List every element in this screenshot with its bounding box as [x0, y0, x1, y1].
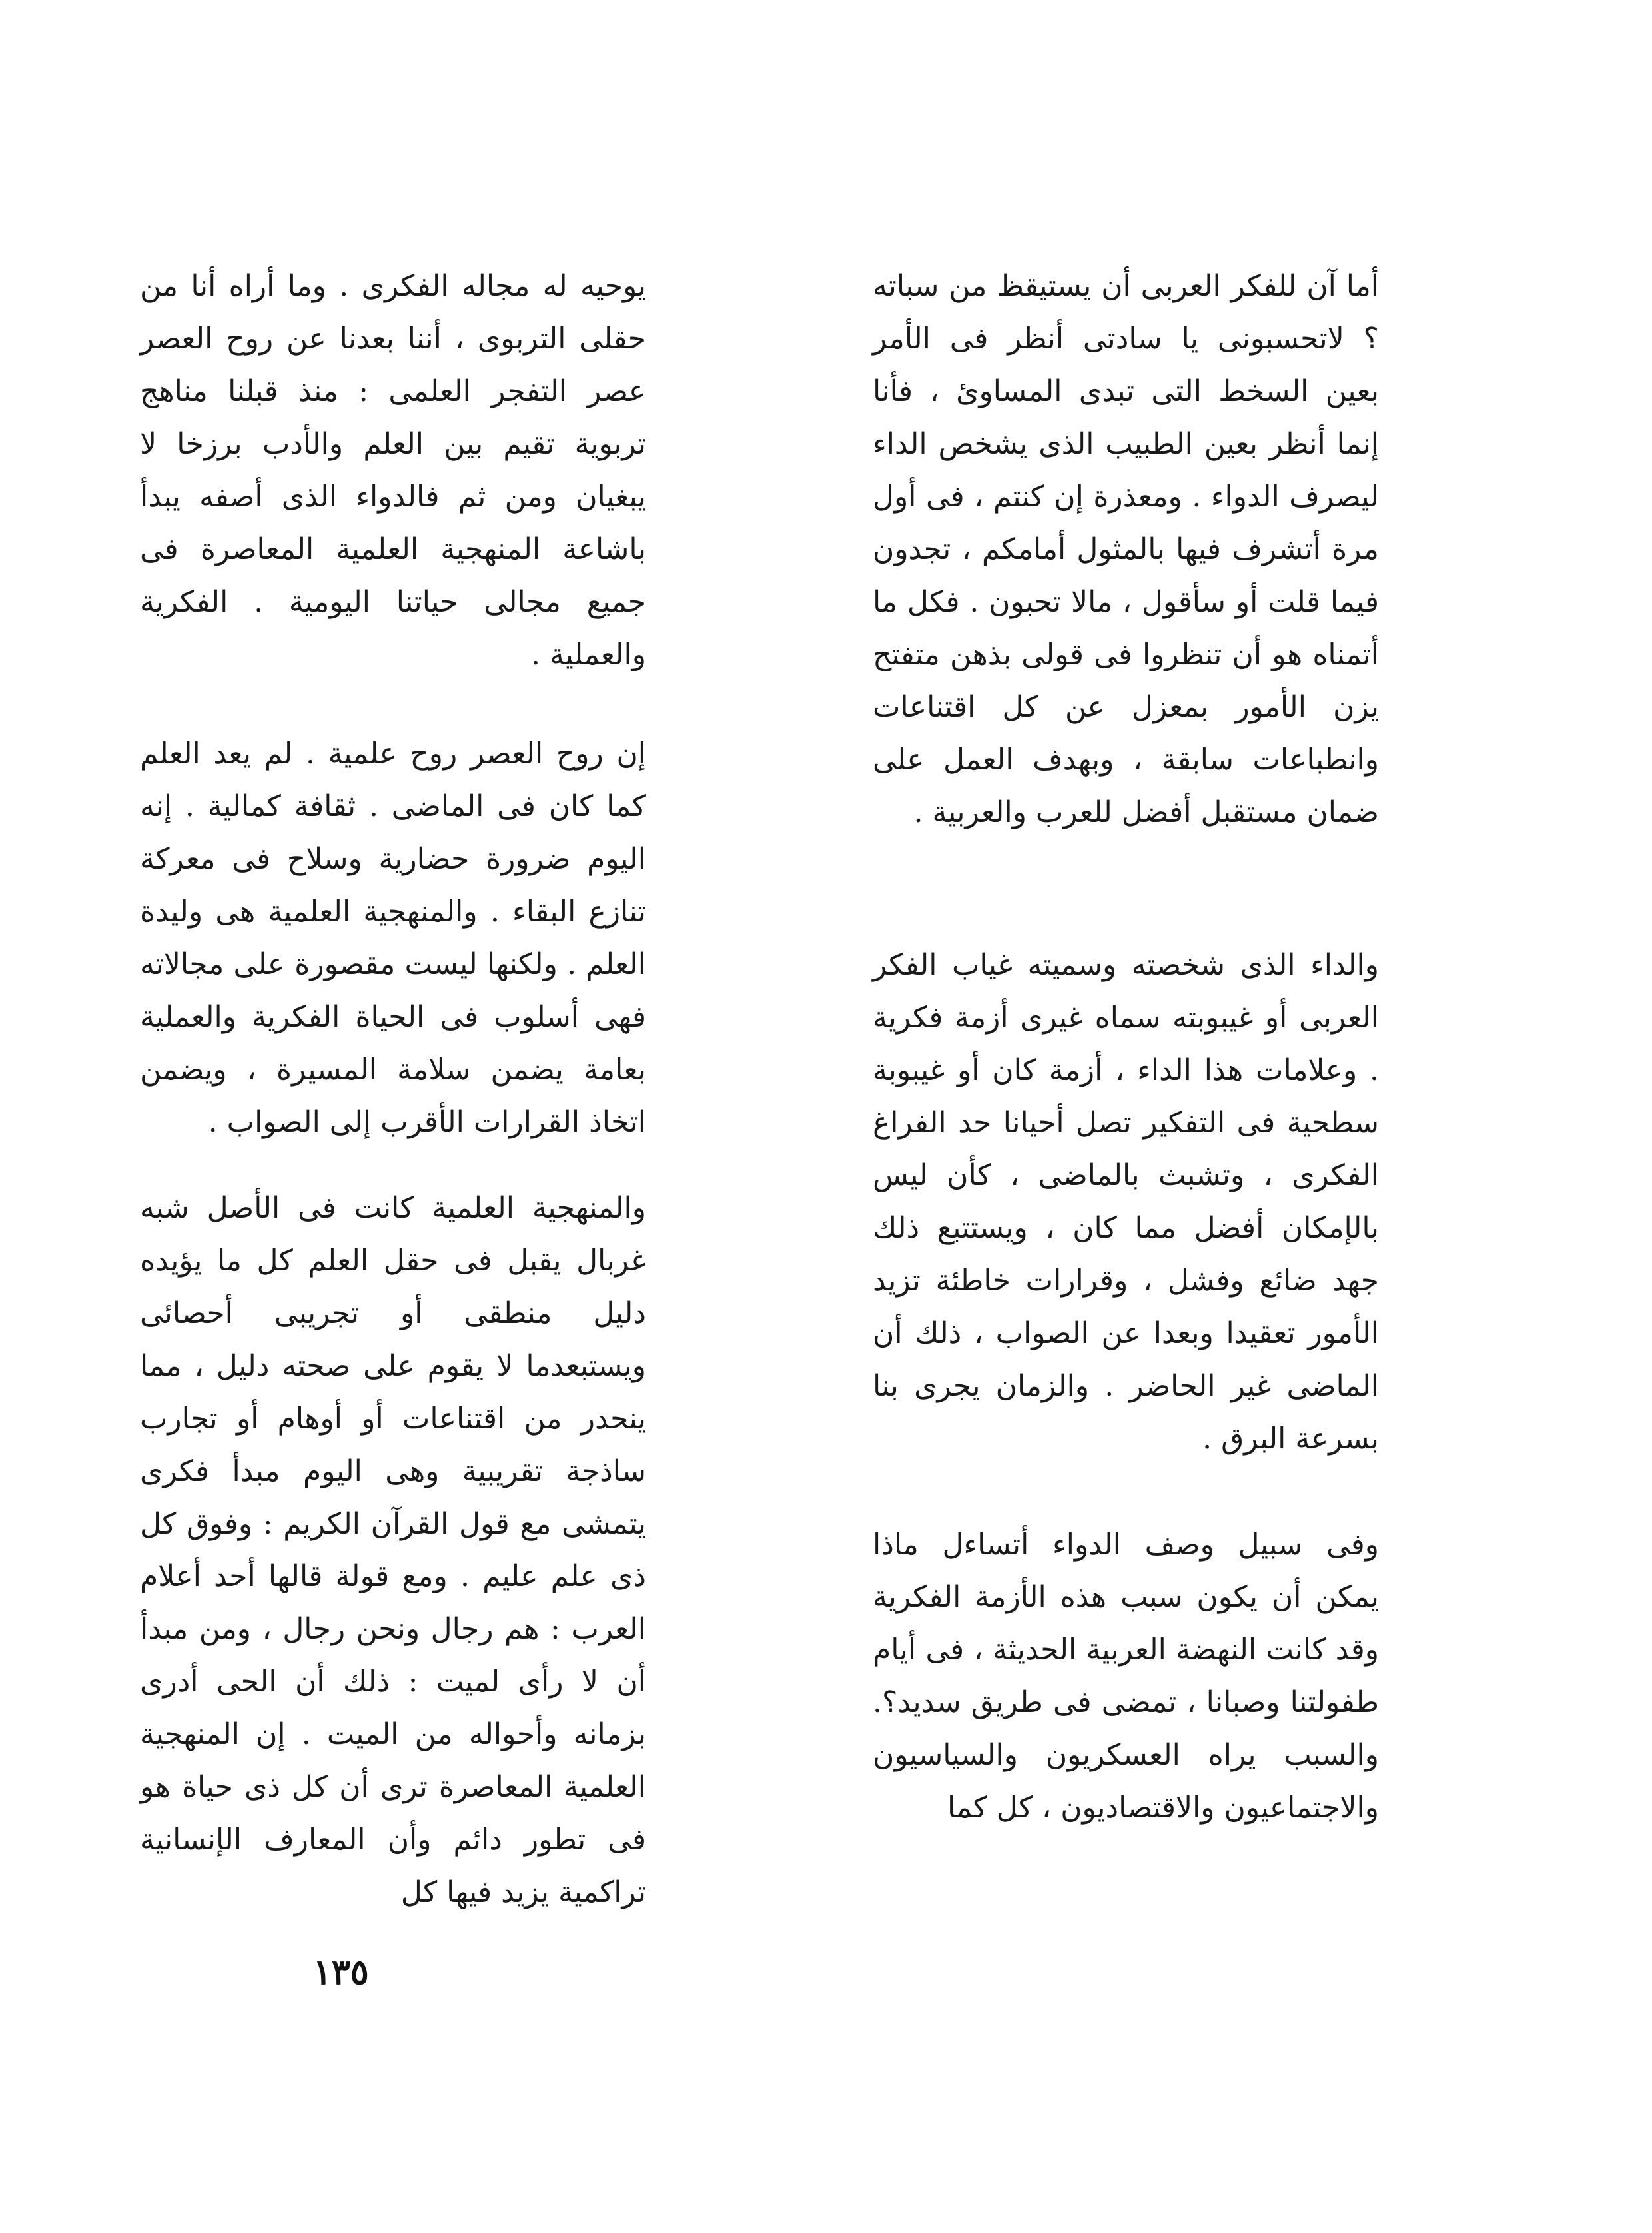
right-paragraph-3: وفى سبيل وصف الدواء أتساءل ماذا يمكن أن يكون سبب هذه الأزمة الفكرية وقد كانت النهضة العربية الحديثة ، فى أيام طفولتنا وصبانا ، تمضى فى طريق سديد؟. والسبب يراه العسكريون والسياسيون والاجتماعيون والاقتصاديون ، كل كما [873, 1528, 1379, 1825]
right-paragraph-2: والداء الذى شخصته وسميته غياب الفكر العربى أو غيبوبته سماه غيرى أزمة فكرية . وعلامات هذا الداء ، أزمة كان أو غيبوبة سطحية فى التفكير تصل أحيانا حد الفراغ الفكرى ، وتشبث بالماضى ، كأن ليس بالإمكان أفضل مما كان ، ويستتبع ذلك جهد ضائع وفشل ، وقرارات خاطئة تزيد الأمور تعقيدا وبعدا عن الصواب ، ذلك أن الماضى غير الحاضر . والزمان يجرى بنا بسرعة البرق . [873, 948, 1379, 1456]
left-paragraph-2: إن روح العصر روح علمية . لم يعد العلم كما كان فى الماضى . ثقافة كمالية . إنه اليوم ضرورة حضارية وسلاح فى معركة تنازع البقاء . والمنهجية العلمية هى وليدة العلم . ولكنها ليست مقصورة على مجالاته فهى أسلوب فى الحياة الفكرية والعملية بعامة يضمن سلامة المسيرة ، ويضمن اتخاذ القرارات الأقرب إلى الصواب . [140, 737, 646, 1139]
right-paragraph-1: أما آن للفكر العربى أن يستيقظ من سباته ؟ لاتحسبونى يا سادتى أنظر فى الأمر بعين السخط التى تبدى المساوئ ، فأنا إنما أنظر بعين الطبيب الذى يشخص الداء ليصرف الدواء . ومعذرة إن كنتم ، فى أول مرة أتشرف فيها بالمثول أمامكم ، تجدون فيما قلت أو سأقول ، مالا تحبون . فكل ما أتمناه هو أن تنظروا فى قولى بذهن متفتح يزن الأمور بمعزل عن كل اقتناعات وانطباعات سابقة ، وبهدف العمل على ضمان مستقبل أفضل للعرب والعربية . [873, 269, 1379, 829]
left-paragraph-1: يوحيه له مجاله الفكرى . وما أراه أنا من حقلى التربوى ، أننا بعدنا عن روح العصر عصر التفجر العلمى : منذ قبلنا مناهج تربوية تقيم بين العلم والأدب برزخا لا يبغيان ومن ثم فالدواء الذى أصفه يبدأ باشاعة المنهجية العلمية المعاصرة فى جميع مجالى حياتنا اليومية . الفكرية والعملية . [140, 269, 646, 671]
left-text-column [140, 260, 646, 1919]
right-text-column [873, 260, 1379, 1834]
page-number: ١٣٥ [313, 1952, 369, 1993]
left-paragraph-3: والمنهجية العلمية كانت فى الأصل شبه غربال يقبل فى حقل العلم كل ما يؤيده دليل منطقى أو تجريبى أحصائى ويستبعدما لا يقوم على صحته دليل ، مما ينحدر من اقتناعات أو أوهام أو تجارب ساذجة تقريبية وهى اليوم مبدأ فكرى يتمشى مع قول القرآن الكريم : وفوق كل ذى علم عليم . ومع قولة قالها أحد أعلام العرب : هم رجال ونحن رجال ، ومن مبدأ أن لا رأى لميت : ذلك أن الحى أدرى بزمانه وأحواله من الميت . إن المنهجية العلمية المعاصرة ترى أن كل ذى حياة هو فى تطور دائم وأن المعارف الإنسانية تراكمية يزيد فيها كل [140, 1191, 646, 1909]
